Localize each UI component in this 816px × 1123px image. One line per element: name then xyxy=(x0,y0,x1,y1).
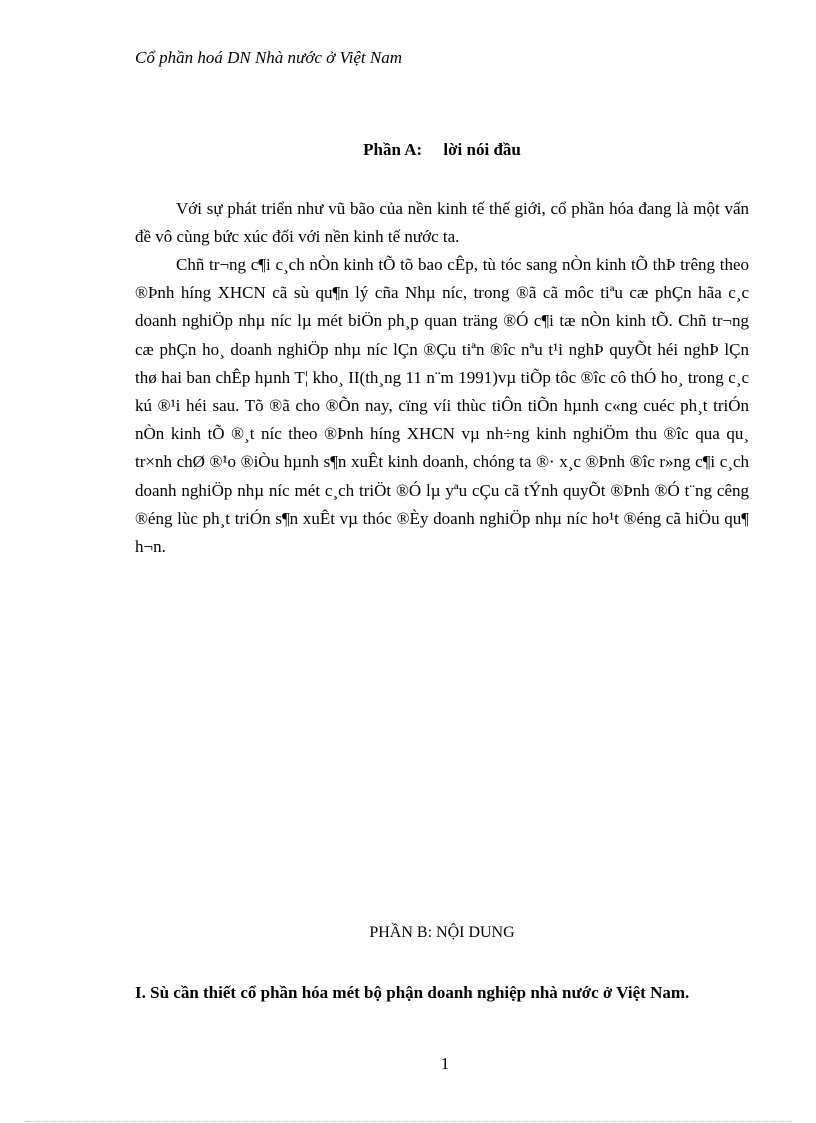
section-b-heading-1: I. Sù cần thiết cổ phần hóa mét bộ phận doanh nghiệp nhà nước ở Việt Nam. xyxy=(135,983,690,1002)
intro-paragraph-2: Chñ tr¬ng c¶i c¸ch nÒn kinh tÕ tõ bao cÊp, tù tóc sang nÒn kinh tÕ thÞ trêng theo ®Þnh híng XHCN cã sù qu¶n lý cña Nhµ níc, trong ®ã cã môc tiªu cæ phÇn hãa c¸c doanh nghiÖp nhµ níc lµ mét biÖn ph¸p quan träng ®Ó c¶i tæ nÒn kinh tÕ. Chñ tr¬ng cæ phÇn ho¸ doanh nghiÖp nhµ níc lÇn ®Çu tiªn ®îc nªu t¹i nghÞ quyÕt héi nghÞ lÇn thø hai ban chÊp hµnh T¦ kho¸ II(th¸ng 11 n¨m 1991)vµ tiÕp tôc ®îc cô thÓ ho¸ trong c¸c kú ®¹i héi sau. Tõ ®ã cho ®Õn nay, cïng víi thùc tiÔn tiÕn hµnh c«ng cuéc ph¸t triÓn nÒn kinh tÕ ®¸t níc theo ®Þnh híng XHCN vµ nh÷ng kinh nghiÖm thu ®îc qua qu¸ tr×nh chØ ®¹o ®iÒu hµnh s¶n xuÊt kinh doanh, chóng ta ®· x¸c ®Þnh ®îc r»ng c¶i c¸ch doanh nghiÖp nhµ níc mét c¸ch triÖt ®Ó lµ yªu cÇu cã tÝnh quyÕt ®Þnh ®Ó t¨ng cêng ®éng lùc ph¸t triÓn s¶n xuÊt vµ thóc ®Èy doanh nghiÖp nhµ níc ho¹t ®éng cã hiÖu qu¶ h¬n. xyxy=(135,255,749,557)
running-header-title: Cổ phần hoá DN Nhà nước ở Việt Nam xyxy=(135,48,402,67)
page-number: 1 xyxy=(440,1054,450,1073)
intro-paragraph-1-block xyxy=(135,195,749,251)
intro-paragraph-2-block xyxy=(135,251,749,561)
page-bottom-divider xyxy=(24,1121,792,1122)
section-b-title: PHẦN B: NỘI DUNG xyxy=(369,924,515,941)
section-a-title: Phần A: lời nói đầu xyxy=(363,140,521,159)
intro-paragraph-1: Với sự phát triển như vũ bão của nền kinh tế thế giới, cổ phần hóa đang là một vấn đề vô cùng bức xúc đối với nền kinh tế nước ta. xyxy=(135,199,749,247)
